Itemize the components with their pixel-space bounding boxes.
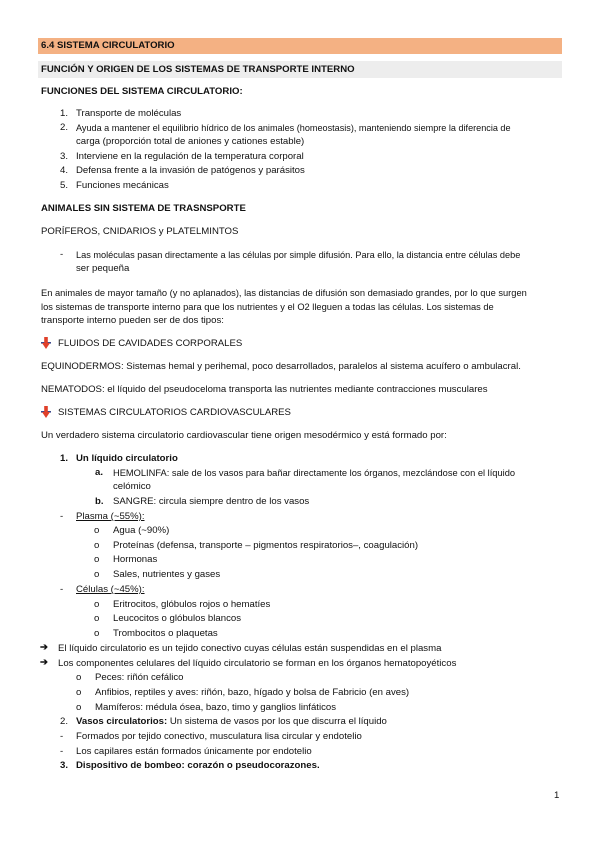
arrow-point: Los componentes celulares del líquido circulatorio se forman en los órganos hematopoyéticos <box>58 658 457 669</box>
paragraph-line: transporte interno pueden ser de dos tipos: <box>41 315 224 326</box>
sangre-text: SANGRE: circula siempre dentro de los vasos <box>113 496 310 507</box>
section-title: 6.4 SISTEMA CIRCULATORIO <box>41 40 175 51</box>
list-item-number: 3. <box>60 151 69 162</box>
list-item: Funciones mecánicas <box>76 180 169 191</box>
list-item: Transporte de moléculas <box>76 108 182 119</box>
sub-letter: b. <box>95 496 104 507</box>
dash-bullet: - <box>60 746 64 757</box>
plasma-item: Sales, nutrientes y gases <box>113 569 221 580</box>
arrow-down-bullet-icon <box>41 406 51 418</box>
hemato-item: Mamíferos: médula ósea, bazo, timo y ganglios linfáticos <box>95 702 337 713</box>
list-item-number: 2. <box>60 716 69 727</box>
diffusion-text-continuation: ser pequeña <box>76 263 130 274</box>
celulas-item: Trombocitos o plaquetas <box>113 628 218 639</box>
funciones-heading: FUNCIONES DEL SISTEMA CIRCULATORIO: <box>41 86 243 97</box>
dash-bullet: - <box>60 511 64 522</box>
dash-bullet: - <box>60 584 64 595</box>
hemato-item: Anfibios, reptiles y aves: riñón, bazo, hígado y bolsa de Fabricio (en aves) <box>95 687 410 698</box>
list-item-number: 1. <box>60 453 69 464</box>
list-item-continuation: carga (proporción total de aniones y cationes estable) <box>76 136 305 147</box>
list-item: Interviene en la regulación de la temperatura corporal <box>76 151 304 162</box>
nematodos-line <box>41 384 488 396</box>
plasma-item: Proteínas (defensa, transporte – pigmentos respiratorios–, coagulación) <box>113 540 419 551</box>
circle-bullet: o <box>94 599 100 610</box>
hemolinfa-text: HEMOLINFA: sale de los vasos para bañar directamente los órganos, mezclándose con el líquido <box>113 468 516 478</box>
list-item-number: 5. <box>60 180 69 191</box>
diffusion-text: Las moléculas pasan directamente a las células por simple difusión. Para ello, la distancia entre células debe <box>76 250 521 260</box>
circle-bullet: o <box>76 687 82 698</box>
dash-bullet: - <box>60 249 64 260</box>
nematodos-text: el líquido del pseudoceloma transporta las nutrientes mediante contracciones musculares <box>104 384 488 395</box>
bombeo-text: Dispositivo de bombeo: corazón o pseudocorazones. <box>76 760 320 771</box>
list-item-number: 3. <box>60 760 69 771</box>
right-arrow-icon: ➔ <box>40 657 49 668</box>
circle-bullet: o <box>94 569 100 580</box>
list-item: Defensa frente a la invasión de patógenos y parásitos <box>76 165 305 176</box>
nematodos-label: NEMATODOS: <box>41 384 105 395</box>
plasma-item: Agua (~90%) <box>113 525 170 536</box>
list-item-number: 2. <box>60 122 69 133</box>
circle-bullet: o <box>94 628 100 639</box>
circle-bullet: o <box>94 554 100 565</box>
hemolinfa-continuation: celómico <box>113 481 151 492</box>
circle-bullet: o <box>94 540 100 551</box>
circle-bullet: o <box>76 672 82 683</box>
page-number: 1 <box>554 790 560 801</box>
sin-sistema-heading: ANIMALES SIN SISTEMA DE TRASNSPORTE <box>41 203 246 214</box>
groups-line: PORÍFEROS, CNIDARIOS y PLATELMINTOS <box>41 226 239 237</box>
plasma-item: Hormonas <box>113 554 158 565</box>
circle-bullet: o <box>94 525 100 536</box>
right-arrow-icon: ➔ <box>40 642 49 653</box>
vasos-line <box>76 716 387 728</box>
vasos-label: Vasos circulatorios: <box>76 716 168 727</box>
list-item-number: 1. <box>60 108 69 119</box>
fluidos-heading: FLUIDOS DE CAVIDADES CORPORALES <box>58 338 243 349</box>
paragraph-line: los sistemas de transporte interno para que los nutrientes y el O2 lleguen a todas las células. Los sistemas de <box>41 302 494 312</box>
vasos-text: Un sistema de vasos por los que discurra el líquido <box>167 716 387 727</box>
arrow-down-bullet-icon <box>41 337 51 349</box>
vasos-detail: Formados por tejido conectivo, musculatura lisa circular y endotelio <box>76 731 362 742</box>
hemato-item: Peces: riñón cefálico <box>95 672 184 683</box>
sub-letter: a. <box>95 467 104 478</box>
dash-bullet: - <box>60 731 64 742</box>
list-item-number: 4. <box>60 165 69 176</box>
celulas-label: Células (~45%): <box>76 584 145 595</box>
equinodermos-text: Sistemas hemal y perihemal, poco desarrollados, paralelos al sistema acuífero o ambulacral. <box>123 361 521 372</box>
plasma-label: Plasma (~55%): <box>76 511 145 522</box>
equinodermos-line <box>41 361 521 373</box>
liquido-circulatorio: Un líquido circulatorio <box>76 453 178 464</box>
cardio-heading: SISTEMAS CIRCULATORIOS CARDIOVASCULARES <box>58 407 291 418</box>
paragraph-line: En animales de mayor tamaño (y no aplanados), las distancias de difusión son demasiado grandes, por lo que surgen <box>41 288 527 298</box>
list-item: Ayuda a mantener el equilibrio hídrico de los animales (homeostasis), manteniendo siempre la diferencia de <box>76 123 511 133</box>
vasos-detail: Los capilares están formados únicamente por endotelio <box>76 746 312 757</box>
circle-bullet: o <box>76 702 82 713</box>
circle-bullet: o <box>94 613 100 624</box>
cardio-intro: Un verdadero sistema circulatorio cardiovascular tiene origen mesodérmico y está formado por: <box>41 430 447 441</box>
equinodermos-label: EQUINODERMOS: <box>41 361 124 372</box>
celulas-item: Eritrocitos, glóbulos rojos o hematíes <box>113 599 271 610</box>
section-subtitle: FUNCIÓN Y ORIGEN DE LOS SISTEMAS DE TRANSPORTE INTERNO <box>41 64 355 75</box>
arrow-point: El líquido circulatorio es un tejido conectivo cuyas células están suspendidas en el plasma <box>58 643 442 654</box>
celulas-item: Leucocitos o glóbulos blancos <box>113 613 242 624</box>
